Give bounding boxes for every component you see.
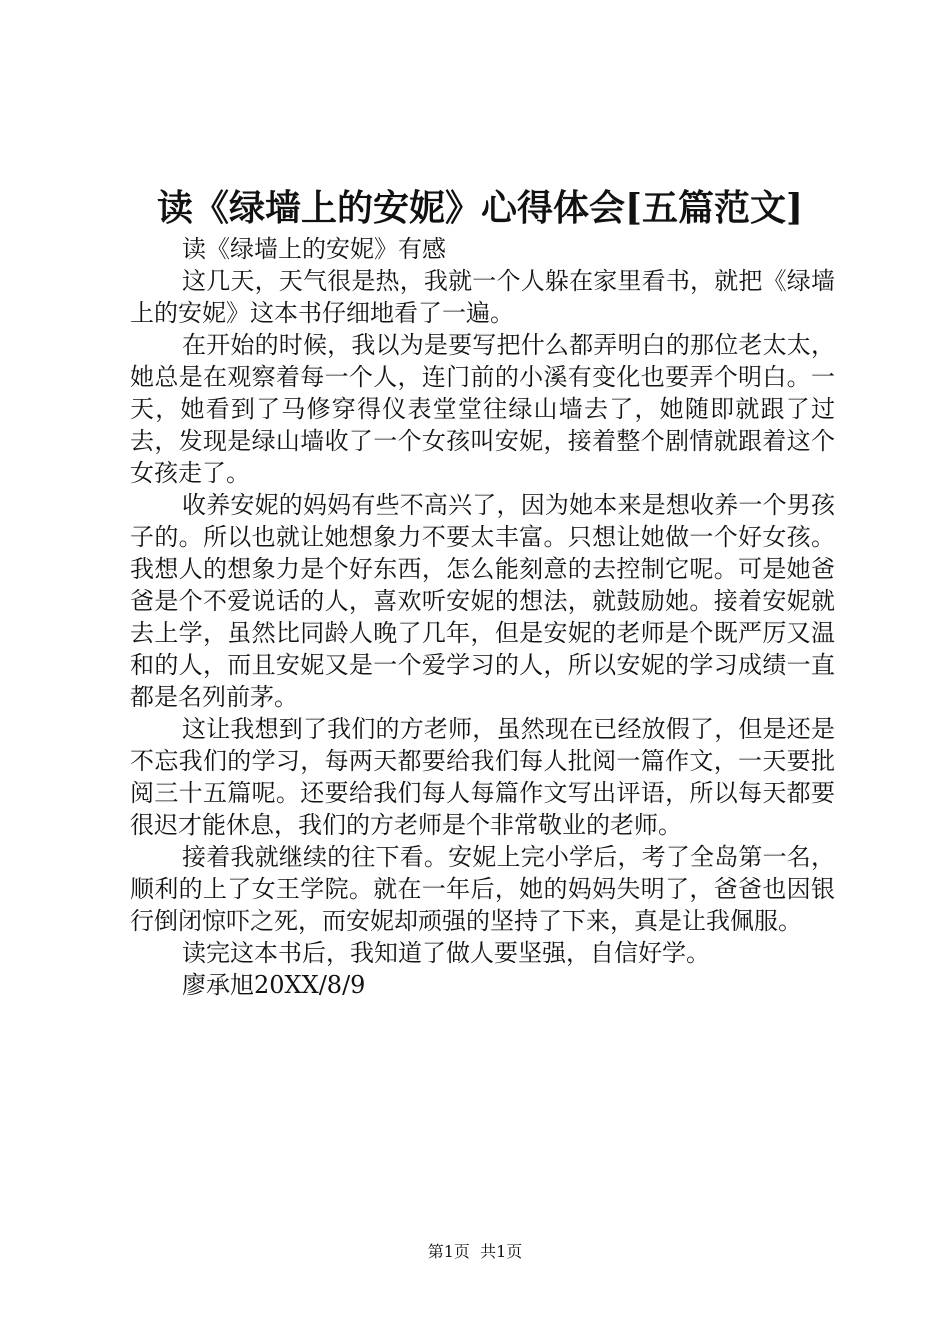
paragraph-conclusion: 读完这本书后，我知道了做人要坚强，自信好学。 xyxy=(182,939,710,967)
page-number: 第1页 共1页 xyxy=(427,1242,523,1261)
paragraph-subtitle: 读《绿墙上的安妮》有感 xyxy=(182,235,446,263)
author-date: 廖承旭20XX/8/9 xyxy=(182,971,366,999)
paragraph: 在开始的时候，我以为是要写把什么都弄明白的那位老太太，她总是在观察着每一个人，连门前的小溪有变化也要弄个明白。一天，她看到了马修穿得仪表堂堂往绿山墙去了，她随即就跟了过去，发现是绿山墙收了一个女孩叫安妮，接着整个剧情就跟着这个女孩走了。 xyxy=(130,331,835,487)
document-title: 读《绿墙上的安妮》心得体会[五篇范文] xyxy=(156,187,804,229)
paragraph: 这几天，天气很是热，我就一个人躲在家里看书，就把《绿墙上的安妮》这本书仔细地看了一遍。 xyxy=(130,267,835,327)
paragraph: 收养安妮的妈妈有些不高兴了，因为她本来是想收养一个男孩子的。所以也就让她想象力不要太丰富。只想让她做一个好女孩。我想人的想象力是个好东西，怎么能刻意的去控制它呢。可是她爸爸是个不爱说话的人，喜欢听安妮的想法，就鼓励她。接着安妮就去上学，虽然比同龄人晚了几年，但是安妮的老师是个既严厉又温和的人，而且安妮又是一个爱学习的人，所以安妮的学习成绩一直都是名列前茅。 xyxy=(130,491,835,711)
paragraph: 接着我就继续的往下看。安妮上完小学后，考了全岛第一名，顺利的上了女王学院。就在一年后，她的妈妈失明了，爸爸也因银行倒闭惊吓之死，而安妮却顽强的坚持了下来，真是让我佩服。 xyxy=(130,843,835,935)
document-body xyxy=(130,233,835,1001)
paragraph: 这让我想到了我们的方老师，虽然现在已经放假了，但是还是不忘我们的学习，每两天都要给我们每人批阅一篇作文，一天要批阅三十五篇呢。还要给我们每人每篇作文写出评语，所以每天都要很迟才能休息，我们的方老师是个非常敬业的老师。 xyxy=(130,715,835,839)
